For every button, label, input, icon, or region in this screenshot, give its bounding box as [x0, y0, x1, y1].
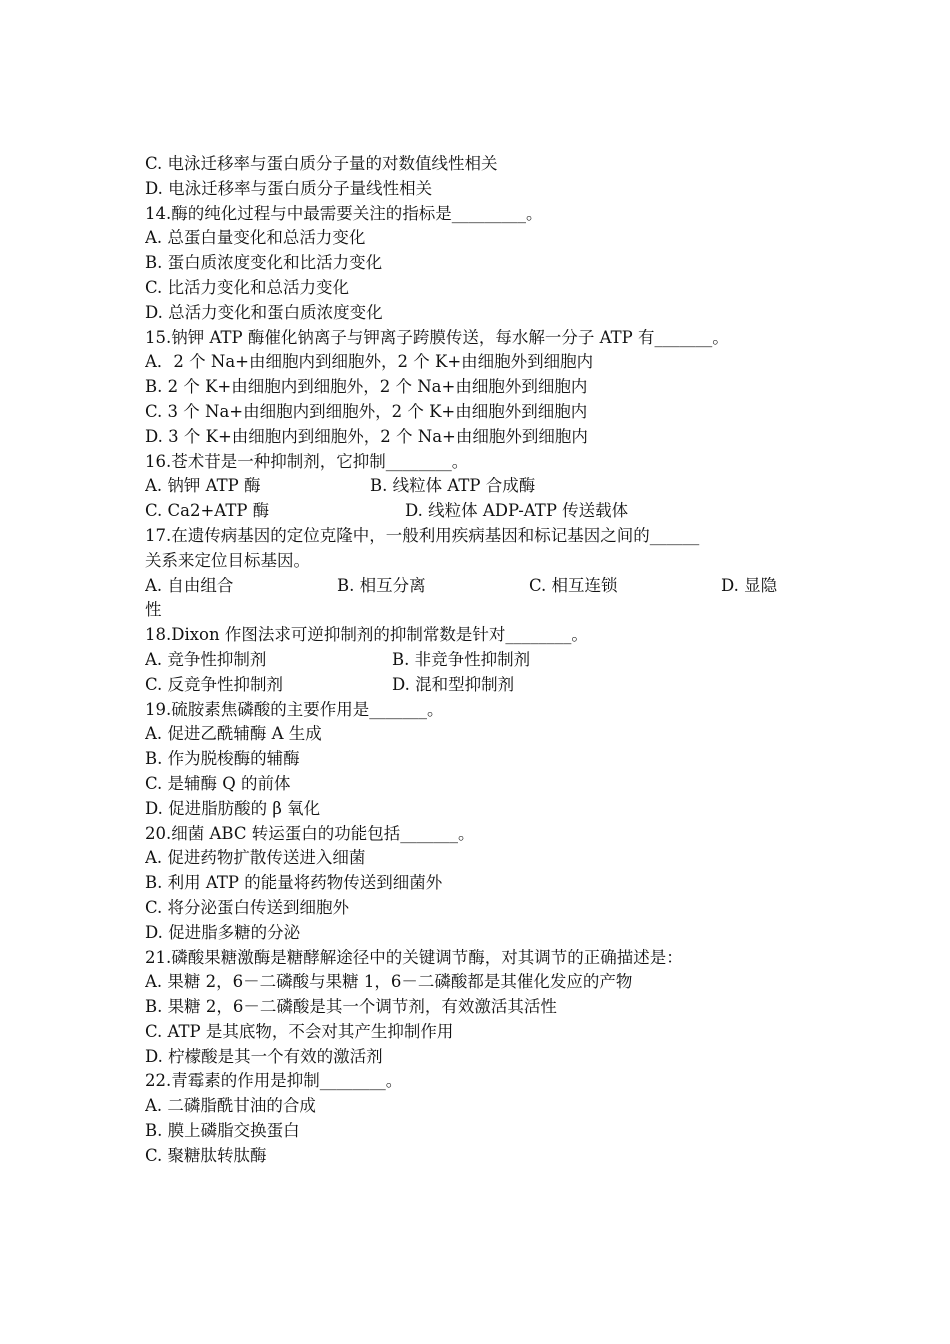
- option-text: C. Ca2+ATP 酶: [145, 501, 270, 521]
- option-row: [145, 673, 795, 698]
- option-text: D. 促进脂肪酸的 β 氧化: [145, 798, 321, 818]
- question-21: 21.磷酸果糖激酶是糖酵解途径中的关键调节酶，对其调节的正确描述是：: [145, 947, 683, 967]
- option-text: 性: [145, 600, 162, 620]
- option-text: C. 聚糖肽转肽酶: [145, 1145, 267, 1165]
- option-text: A. 竞争性抑制剂: [145, 649, 267, 669]
- question-19: 19.硫胺素焦磷酸的主要作用是_______。: [145, 699, 444, 719]
- option-text: C. 是辅酶 Q 的前体: [145, 773, 291, 793]
- option-text: B. 非竞争性抑制剂: [392, 649, 531, 669]
- option-text: D. 电泳迁移率与蛋白质分子量线性相关: [145, 178, 433, 198]
- question-22: 22.青霉素的作用是抑制________。: [145, 1071, 403, 1091]
- option-text: B. 作为脱梭酶的辅酶: [145, 749, 300, 769]
- option-row: [145, 474, 795, 499]
- option-text: C. 电泳迁移率与蛋白质分子量的对数值线性相关: [145, 154, 498, 173]
- option-text: B. 相互分离: [337, 575, 426, 595]
- question-15: 15.钠钾 ATP 酶催化钠离子与钾离子跨膜传送，每水解一分子 ATP 有_______。: [145, 327, 729, 347]
- question-17: 17.在遗传病基因的定位克隆中，一般利用疾病基因和标记基因之间的______: [145, 525, 700, 545]
- option-text: C. 将分泌蛋白传送到细胞外: [145, 897, 350, 917]
- option-row: [145, 648, 795, 673]
- document-page: [145, 152, 795, 1169]
- option-text: D. 显隐: [721, 575, 778, 595]
- question-16: 16.苍术苷是一种抑制剂，它抑制________。: [145, 451, 469, 471]
- option-text: A. 总蛋白量变化和总活力变化: [145, 228, 366, 248]
- option-text: A. 促进乙酰辅酶 A 生成: [145, 724, 322, 744]
- option-text: C. 反竞争性抑制剂: [145, 674, 284, 694]
- option-text: D. 混和型抑制剂: [392, 674, 515, 694]
- option-text: B. 2 个 K+由细胞内到细胞外，2 个 Na+由细胞外到细胞内: [145, 377, 588, 397]
- option-row: [145, 499, 795, 524]
- option-text: A. 钠钾 ATP 酶: [145, 476, 261, 496]
- option-text: A．2 个 Na+由细胞内到细胞外，2 个 K+由细胞外到细胞内: [145, 352, 594, 372]
- question-20: 20.细菌 ABC 转运蛋白的功能包括_______。: [145, 823, 475, 843]
- option-text: C. 比活力变化和总活力变化: [145, 277, 350, 297]
- option-text: A. 果糖 2，6－二磷酸与果糖 1，6－二磷酸都是其催化发应的产物: [145, 972, 633, 992]
- option-text: B. 利用 ATP 的能量将药物传送到细菌外: [145, 873, 443, 893]
- option-text: B. 线粒体 ATP 合成酶: [370, 476, 536, 496]
- option-text: A. 自由组合: [145, 575, 234, 595]
- question-14: 14.酶的纯化过程与中最需要关注的指标是_________。: [145, 203, 543, 223]
- option-text: C. ATP 是其底物，不会对其产生抑制作用: [145, 1021, 454, 1041]
- option-text: A. 二磷脂酰甘油的合成: [145, 1096, 316, 1116]
- option-text: D. 线粒体 ADP-ATP 传送载体: [405, 501, 629, 521]
- option-text: A. 促进药物扩散传送进入细菌: [145, 848, 366, 868]
- option-text: D. 总活力变化和蛋白质浓度变化: [145, 302, 383, 322]
- option-text: B. 膜上磷脂交换蛋白: [145, 1121, 300, 1141]
- option-text: B. 蛋白质浓度变化和比活力变化: [145, 253, 383, 273]
- option-text: C. 3 个 Na+由细胞内到细胞外，2 个 K+由细胞外到细胞内: [145, 401, 588, 421]
- option-text: D. 促进脂多糖的分泌: [145, 922, 301, 942]
- option-text: C. 相互连锁: [529, 575, 618, 595]
- option-row: [145, 574, 795, 599]
- question-17-continued: 关系来定位目标基因。: [145, 550, 310, 570]
- option-text: D. 3 个 K+由细胞内到细胞外，2 个 Na+由细胞外到细胞内: [145, 426, 588, 446]
- option-text: D. 柠檬酸是其一个有效的激活剂: [145, 1046, 383, 1066]
- question-18: 18.Dixon 作图法求可逆抑制剂的抑制常数是针对________。: [145, 625, 588, 645]
- option-text: B. 果糖 2，6－二磷酸是其一个调节剂，有效激活其活性: [145, 997, 557, 1017]
